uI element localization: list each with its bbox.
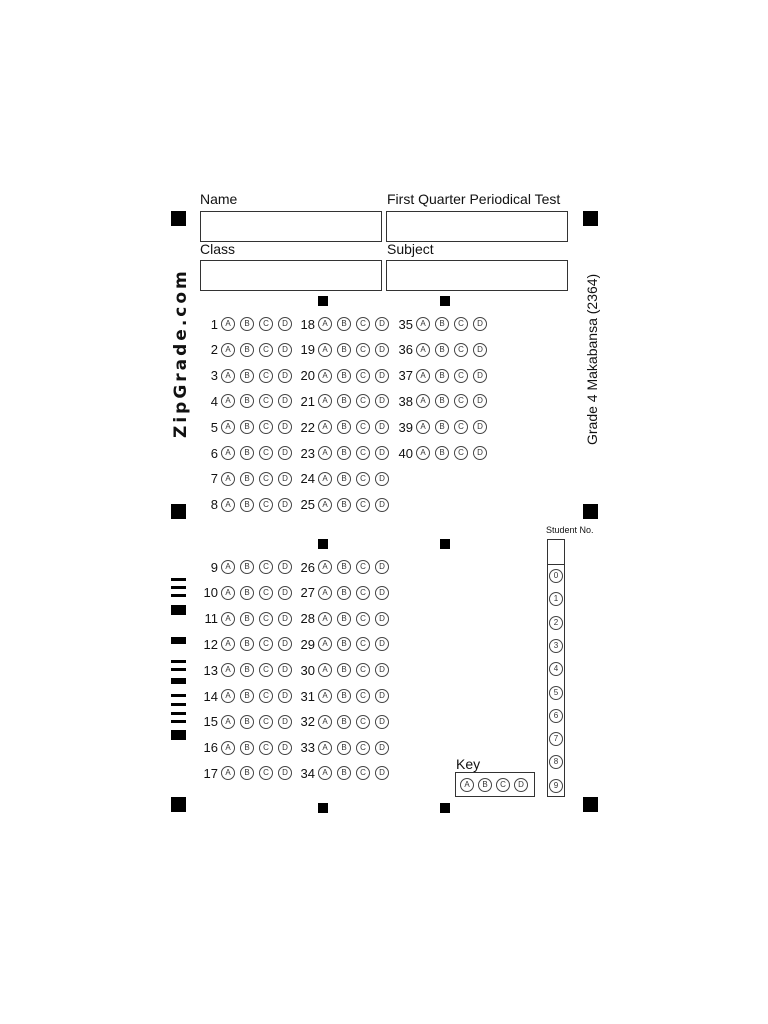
subject-field[interactable] <box>386 260 568 291</box>
question-number: 10 <box>203 585 218 601</box>
answer-bubble-d[interactable]: D <box>375 741 389 755</box>
question-row <box>198 368 297 384</box>
question-row <box>393 342 492 358</box>
name-label: Name <box>200 191 238 207</box>
barcode-bar <box>171 694 186 697</box>
answer-bubble-c[interactable]: C <box>259 689 273 703</box>
answer-bubble-b[interactable]: B <box>240 715 254 729</box>
answer-bubble-a[interactable]: A <box>318 637 332 651</box>
question-number: 11 <box>204 611 218 627</box>
answer-bubble-a[interactable]: A <box>416 420 430 434</box>
question-number: 16 <box>203 740 218 756</box>
answer-bubble-c[interactable]: C <box>259 612 273 626</box>
answer-bubble-a[interactable]: A <box>416 317 430 331</box>
answer-bubble-b[interactable]: B <box>337 637 351 651</box>
answer-bubble-a[interactable]: A <box>318 766 332 780</box>
answer-bubble-a[interactable]: A <box>221 317 235 331</box>
answer-bubble-c[interactable]: C <box>259 586 273 600</box>
question-row <box>198 662 297 678</box>
answer-bubble-b[interactable]: B <box>337 343 351 357</box>
answer-bubble-c[interactable]: C <box>259 446 273 460</box>
answer-bubble-d[interactable]: D <box>278 689 292 703</box>
answer-bubble-b[interactable]: B <box>240 472 254 486</box>
answer-bubble-c[interactable]: C <box>356 663 370 677</box>
barcode-bar <box>171 720 186 723</box>
alignment-marker <box>583 797 598 812</box>
answer-bubble-d[interactable]: D <box>375 343 389 357</box>
answer-key[interactable] <box>455 772 535 797</box>
answer-bubble-b[interactable]: B <box>337 612 351 626</box>
key-bubble-d[interactable]: D <box>514 778 528 792</box>
answer-bubble-d[interactable]: D <box>375 689 389 703</box>
answer-bubble-a[interactable]: A <box>416 369 430 383</box>
answer-bubble-c[interactable]: C <box>259 420 273 434</box>
answer-bubble-c[interactable]: C <box>356 586 370 600</box>
question-row <box>295 393 394 409</box>
answer-bubble-a[interactable]: A <box>221 637 235 651</box>
barcode-bar <box>171 668 186 671</box>
alignment-marker <box>583 211 598 226</box>
answer-bubble-b[interactable]: B <box>337 472 351 486</box>
student-number-column <box>547 539 565 797</box>
student-no-label: Student No. <box>546 525 594 535</box>
question-number: 25 <box>300 497 315 513</box>
question-row <box>295 714 394 730</box>
question-row <box>198 714 297 730</box>
question-row <box>198 611 297 627</box>
answer-bubble-a[interactable]: A <box>318 420 332 434</box>
answer-bubble-a[interactable]: A <box>318 689 332 703</box>
answer-bubble-d[interactable]: D <box>278 560 292 574</box>
answer-bubble-b[interactable]: B <box>240 663 254 677</box>
key-bubble-a[interactable]: A <box>460 778 474 792</box>
answer-bubble-a[interactable]: A <box>221 498 235 512</box>
alignment-marker <box>171 211 186 226</box>
question-row <box>295 445 394 461</box>
student-digit-bubble[interactable]: 9 <box>549 779 563 793</box>
question-number: 20 <box>300 368 315 384</box>
answer-bubble-b[interactable]: B <box>240 766 254 780</box>
answer-bubble-b[interactable]: B <box>240 637 254 651</box>
answer-bubble-b[interactable]: B <box>337 741 351 755</box>
answer-bubble-c[interactable]: C <box>356 741 370 755</box>
answer-bubble-c[interactable]: C <box>259 369 273 383</box>
answer-bubble-a[interactable]: A <box>318 446 332 460</box>
answer-bubble-b[interactable]: B <box>240 586 254 600</box>
answer-bubble-a[interactable]: A <box>318 663 332 677</box>
alignment-marker <box>171 504 186 519</box>
answer-bubble-c[interactable]: C <box>356 420 370 434</box>
answer-bubble-b[interactable]: B <box>337 586 351 600</box>
answer-bubble-c[interactable]: C <box>356 637 370 651</box>
question-row <box>198 497 297 513</box>
answer-bubble-c[interactable]: C <box>259 472 273 486</box>
answer-bubble-d[interactable]: D <box>278 394 292 408</box>
answer-bubble-a[interactable]: A <box>318 586 332 600</box>
question-number: 5 <box>210 419 218 435</box>
barcode-bar <box>171 678 186 684</box>
answer-bubble-a[interactable]: A <box>318 369 332 383</box>
question-row <box>198 445 297 461</box>
answer-bubble-d[interactable]: D <box>375 317 389 331</box>
answer-bubble-a[interactable]: A <box>416 343 430 357</box>
question-row <box>393 419 492 435</box>
answer-bubble-b[interactable]: B <box>240 446 254 460</box>
answer-bubble-a[interactable]: A <box>221 343 235 357</box>
barcode-bar <box>171 703 186 706</box>
question-number: 39 <box>398 419 413 435</box>
answer-bubble-a[interactable]: A <box>221 369 235 383</box>
answer-bubble-d[interactable]: D <box>375 663 389 677</box>
answer-bubble-b[interactable]: B <box>337 715 351 729</box>
question-number: 7 <box>210 471 218 487</box>
question-row <box>393 393 492 409</box>
answer-bubble-d[interactable]: D <box>375 766 389 780</box>
question-number: 22 <box>300 419 315 435</box>
answer-bubble-d[interactable]: D <box>375 472 389 486</box>
question-row <box>198 419 297 435</box>
question-number: 14 <box>203 688 218 704</box>
answer-bubble-b[interactable]: B <box>435 369 449 383</box>
barcode-bar <box>171 578 186 581</box>
student-digit-bubble[interactable]: 1 <box>549 592 563 606</box>
answer-bubble-c[interactable]: C <box>356 446 370 460</box>
answer-bubble-b[interactable]: B <box>337 663 351 677</box>
question-row <box>393 316 492 332</box>
answer-bubble-a[interactable]: A <box>221 689 235 703</box>
answer-bubble-a[interactable]: A <box>318 343 332 357</box>
answer-bubble-d[interactable]: D <box>473 343 487 357</box>
question-number: 23 <box>300 445 315 461</box>
student-digit-bubble[interactable]: 5 <box>549 686 563 700</box>
answer-bubble-c[interactable]: C <box>356 472 370 486</box>
question-number: 18 <box>300 316 315 332</box>
answer-bubble-a[interactable]: A <box>221 612 235 626</box>
answer-bubble-d[interactable]: D <box>473 317 487 331</box>
student-digit-bubble[interactable]: 8 <box>549 755 563 769</box>
answer-bubble-b[interactable]: B <box>240 343 254 357</box>
name-field[interactable] <box>200 211 382 242</box>
answer-bubble-c[interactable]: C <box>356 560 370 574</box>
alignment-marker <box>318 803 328 813</box>
key-bubble-b[interactable]: B <box>478 778 492 792</box>
answer-bubble-a[interactable]: A <box>221 715 235 729</box>
answer-bubble-d[interactable]: D <box>278 420 292 434</box>
question-row <box>295 740 394 756</box>
answer-bubble-b[interactable]: B <box>240 498 254 512</box>
answer-bubble-a[interactable]: A <box>221 663 235 677</box>
answer-bubble-a[interactable]: A <box>318 498 332 512</box>
answer-bubble-c[interactable]: C <box>259 766 273 780</box>
answer-bubble-c[interactable]: C <box>454 317 468 331</box>
answer-bubble-d[interactable]: D <box>473 369 487 383</box>
question-number: 34 <box>300 765 315 781</box>
question-row <box>295 765 394 781</box>
student-digit-bubble[interactable]: 3 <box>549 639 563 653</box>
question-row <box>295 471 394 487</box>
key-bubble-c[interactable]: C <box>496 778 510 792</box>
question-number: 17 <box>203 765 218 781</box>
answer-bubble-c[interactable]: C <box>259 343 273 357</box>
answer-bubble-c[interactable]: C <box>259 498 273 512</box>
class-field[interactable] <box>200 260 382 291</box>
question-row <box>295 636 394 652</box>
class-label: Class <box>200 241 236 257</box>
alignment-marker <box>583 504 598 519</box>
question-number: 35 <box>398 316 413 332</box>
answer-bubble-b[interactable]: B <box>240 741 254 755</box>
answer-bubble-d[interactable]: D <box>375 369 389 383</box>
answer-bubble-a[interactable]: A <box>318 715 332 729</box>
student-digit-bubble[interactable]: 4 <box>549 662 563 676</box>
question-number: 15 <box>203 714 218 730</box>
answer-bubble-c[interactable]: C <box>356 715 370 729</box>
question-row <box>295 316 394 332</box>
answer-bubble-c[interactable]: C <box>454 420 468 434</box>
answer-bubble-c[interactable]: C <box>356 689 370 703</box>
answer-bubble-a[interactable]: A <box>221 472 235 486</box>
question-number: 38 <box>398 393 413 409</box>
answer-bubble-d[interactable]: D <box>375 498 389 512</box>
question-number: 36 <box>398 342 413 358</box>
question-number: 2 <box>210 342 218 358</box>
answer-bubble-d[interactable]: D <box>278 612 292 626</box>
answer-bubble-b[interactable]: B <box>337 560 351 574</box>
answer-bubble-b[interactable]: B <box>240 612 254 626</box>
answer-bubble-b[interactable]: B <box>435 317 449 331</box>
key-label: Key <box>456 756 481 772</box>
answer-bubble-d[interactable]: D <box>278 317 292 331</box>
question-row <box>198 585 297 601</box>
answer-bubble-b[interactable]: B <box>240 369 254 383</box>
alignment-marker <box>318 296 328 306</box>
student-number-write-box[interactable] <box>548 540 564 565</box>
question-number: 21 <box>300 393 315 409</box>
answer-bubble-d[interactable]: D <box>278 715 292 729</box>
answer-bubble-d[interactable]: D <box>278 586 292 600</box>
question-number: 30 <box>300 662 315 678</box>
answer-bubble-a[interactable]: A <box>318 317 332 331</box>
question-row <box>295 368 394 384</box>
brand-logo: ZipGrade.com <box>171 268 191 438</box>
barcode-bar <box>171 637 186 644</box>
question-number: 32 <box>300 714 315 730</box>
answer-bubble-a[interactable]: A <box>318 741 332 755</box>
question-row <box>295 342 394 358</box>
answer-bubble-d[interactable]: D <box>375 394 389 408</box>
question-row <box>198 636 297 652</box>
question-number: 37 <box>398 368 413 384</box>
answer-bubble-b[interactable]: B <box>337 498 351 512</box>
question-number: 31 <box>300 688 315 704</box>
answer-bubble-d[interactable]: D <box>278 637 292 651</box>
question-number: 28 <box>300 611 315 627</box>
student-digit-bubble[interactable]: 2 <box>549 616 563 630</box>
answer-bubble-b[interactable]: B <box>240 420 254 434</box>
answer-bubble-d[interactable]: D <box>473 446 487 460</box>
answer-bubble-c[interactable]: C <box>356 317 370 331</box>
answer-bubble-d[interactable]: D <box>278 369 292 383</box>
answer-bubble-a[interactable]: A <box>221 446 235 460</box>
answer-bubble-a[interactable]: A <box>221 420 235 434</box>
question-row <box>198 765 297 781</box>
answer-bubble-a[interactable]: A <box>318 612 332 626</box>
answer-bubble-d[interactable]: D <box>473 420 487 434</box>
answer-bubble-c[interactable]: C <box>356 394 370 408</box>
answer-bubble-c[interactable]: C <box>356 612 370 626</box>
answer-bubble-a[interactable]: A <box>318 560 332 574</box>
answer-bubble-d[interactable]: D <box>278 472 292 486</box>
answer-bubble-b[interactable]: B <box>435 446 449 460</box>
barcode-bar <box>171 712 186 715</box>
answer-bubble-c[interactable]: C <box>454 369 468 383</box>
question-number: 29 <box>300 636 315 652</box>
subject-label: Subject <box>387 241 434 257</box>
answer-bubble-c[interactable]: C <box>454 343 468 357</box>
answer-bubble-b[interactable]: B <box>240 317 254 331</box>
answer-bubble-d[interactable]: D <box>278 741 292 755</box>
answer-bubble-c[interactable]: C <box>356 766 370 780</box>
question-row <box>295 585 394 601</box>
answer-bubble-a[interactable]: A <box>221 766 235 780</box>
answer-bubble-a[interactable]: A <box>221 394 235 408</box>
question-number: 12 <box>203 636 218 652</box>
alignment-marker <box>440 803 450 813</box>
answer-bubble-b[interactable]: B <box>337 394 351 408</box>
answer-bubble-b[interactable]: B <box>337 689 351 703</box>
answer-bubble-b[interactable]: B <box>337 446 351 460</box>
barcode-bar <box>171 605 186 615</box>
answer-bubble-d[interactable]: D <box>375 446 389 460</box>
student-digit-bubble[interactable]: 6 <box>549 709 563 723</box>
student-digit-bubble[interactable]: 7 <box>549 732 563 746</box>
answer-bubble-b[interactable]: B <box>435 420 449 434</box>
answer-bubble-a[interactable]: A <box>221 586 235 600</box>
answer-bubble-d[interactable]: D <box>375 420 389 434</box>
answer-bubble-b[interactable]: B <box>240 394 254 408</box>
barcode-bar <box>171 586 186 589</box>
answer-bubble-a[interactable]: A <box>416 446 430 460</box>
question-number: 1 <box>210 316 218 332</box>
answer-bubble-a[interactable]: A <box>221 560 235 574</box>
answer-bubble-b[interactable]: B <box>337 317 351 331</box>
answer-bubble-b[interactable]: B <box>337 420 351 434</box>
question-row <box>393 368 492 384</box>
answer-bubble-b[interactable]: B <box>337 766 351 780</box>
answer-bubble-c[interactable]: C <box>259 560 273 574</box>
question-number: 6 <box>210 445 218 461</box>
question-number: 24 <box>300 471 315 487</box>
question-row <box>295 688 394 704</box>
alignment-marker <box>440 539 450 549</box>
alignment-marker <box>318 539 328 549</box>
question-number: 19 <box>300 342 315 358</box>
answer-bubble-c[interactable]: C <box>259 663 273 677</box>
answer-bubble-d[interactable]: D <box>473 394 487 408</box>
answer-bubble-a[interactable]: A <box>221 741 235 755</box>
test-title-label: First Quarter Periodical Test <box>387 191 561 207</box>
answer-bubble-c[interactable]: C <box>259 741 273 755</box>
answer-bubble-d[interactable]: D <box>278 498 292 512</box>
question-number: 13 <box>203 662 218 678</box>
answer-bubble-c[interactable]: C <box>259 715 273 729</box>
question-row <box>295 559 394 575</box>
question-row <box>198 342 297 358</box>
question-row <box>198 471 297 487</box>
answer-bubble-b[interactable]: B <box>435 343 449 357</box>
barcode-bar <box>171 594 186 597</box>
question-row <box>295 611 394 627</box>
answer-bubble-a[interactable]: A <box>416 394 430 408</box>
question-row <box>295 662 394 678</box>
alignment-marker <box>440 296 450 306</box>
alignment-marker <box>171 797 186 812</box>
barcode-bar <box>171 730 186 740</box>
student-digit-bubble[interactable]: 0 <box>549 569 563 583</box>
answer-bubble-d[interactable]: D <box>278 766 292 780</box>
answer-bubble-d[interactable]: D <box>278 446 292 460</box>
answer-bubble-c[interactable]: C <box>356 498 370 512</box>
answer-bubble-c[interactable]: C <box>356 369 370 383</box>
answer-bubble-c[interactable]: C <box>259 394 273 408</box>
answer-bubble-c[interactable]: C <box>454 446 468 460</box>
question-row <box>295 497 394 513</box>
answer-bubble-d[interactable]: D <box>375 637 389 651</box>
answer-bubble-d[interactable]: D <box>278 663 292 677</box>
answer-bubble-b[interactable]: B <box>337 369 351 383</box>
answer-bubble-d[interactable]: D <box>375 715 389 729</box>
question-row <box>393 445 492 461</box>
answer-bubble-d[interactable]: D <box>375 560 389 574</box>
question-number: 33 <box>300 740 315 756</box>
answer-bubble-b[interactable]: B <box>240 560 254 574</box>
test-field[interactable] <box>386 211 568 242</box>
answer-bubble-c[interactable]: C <box>356 343 370 357</box>
question-row <box>198 740 297 756</box>
question-row <box>295 419 394 435</box>
answer-bubble-c[interactable]: C <box>259 637 273 651</box>
answer-bubble-c[interactable]: C <box>454 394 468 408</box>
question-row <box>198 688 297 704</box>
answer-bubble-a[interactable]: A <box>318 394 332 408</box>
question-number: 3 <box>210 368 218 384</box>
barcode-bar <box>171 660 186 663</box>
question-number: 9 <box>210 559 218 575</box>
answer-bubble-b[interactable]: B <box>435 394 449 408</box>
answer-bubble-d[interactable]: D <box>278 343 292 357</box>
answer-bubble-c[interactable]: C <box>259 317 273 331</box>
question-number: 26 <box>300 559 315 575</box>
answer-bubble-a[interactable]: A <box>318 472 332 486</box>
answer-bubble-d[interactable]: D <box>375 612 389 626</box>
answer-bubble-b[interactable]: B <box>240 689 254 703</box>
question-number: 40 <box>398 445 413 461</box>
question-number: 8 <box>210 497 218 513</box>
answer-bubble-d[interactable]: D <box>375 586 389 600</box>
sheet-title: Grade 4 Makabansa (2364) <box>584 273 600 445</box>
question-row <box>198 316 297 332</box>
question-number: 4 <box>210 393 218 409</box>
question-row <box>198 559 297 575</box>
question-number: 27 <box>300 585 315 601</box>
question-row <box>198 393 297 409</box>
